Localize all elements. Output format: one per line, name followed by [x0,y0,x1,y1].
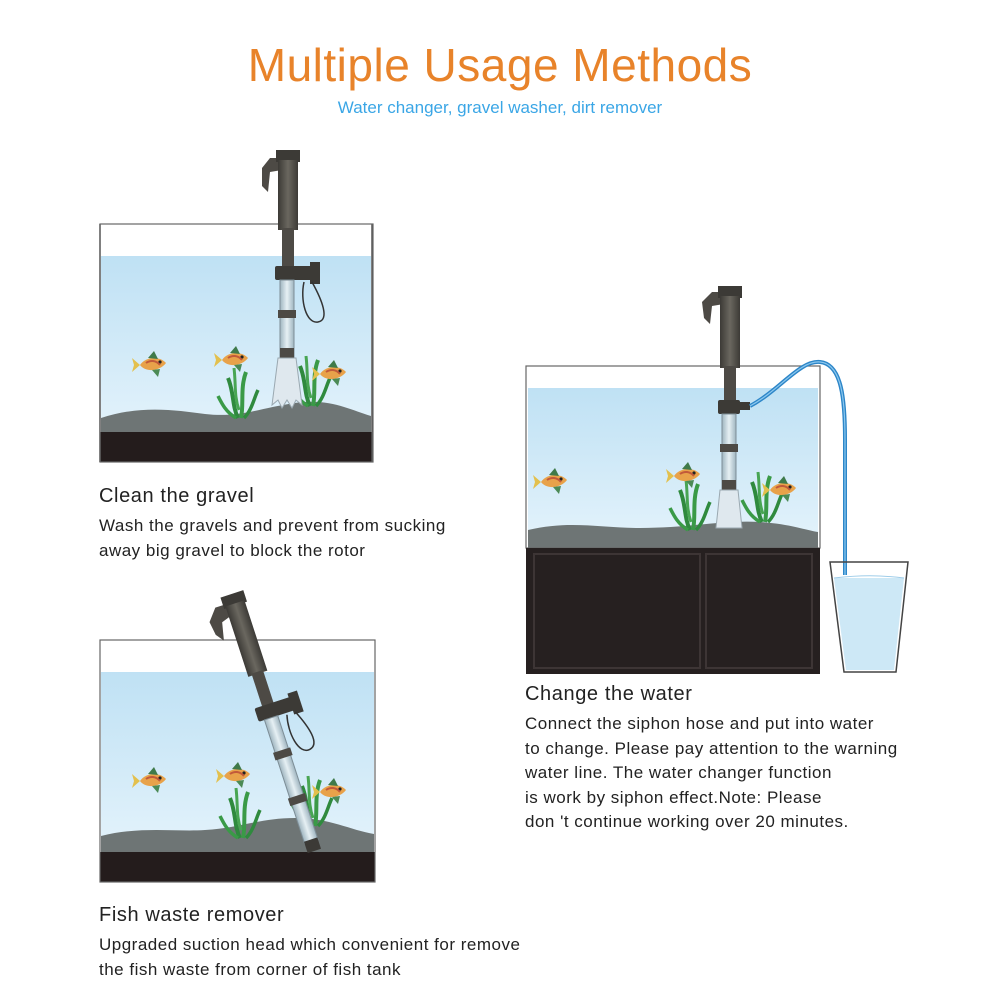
section-clean-gravel [99,485,519,563]
section-change-water [525,683,985,835]
page-subtitle: Water changer, gravel washer, dirt remover [337,98,663,117]
section-heading: Change the water [525,683,693,705]
section-description: Upgraded suction head which convenient for remove the fish waste from corner of fish tank [99,935,521,979]
tank-clean-gravel [100,150,373,462]
section-heading: Fish waste remover [99,904,285,926]
section-fish-waste [99,904,619,982]
section-description: Wash the gravels and prevent from sucking away big gravel to block the rotor [99,516,446,560]
tank-change-water [526,286,908,674]
tank-fish-waste [100,584,375,882]
section-description: Connect the siphon hose and put into water to change. Please pay attention to the warning water line. The water changer function is work by siphon effect.Note: Please don 't continue working over 20 minutes. [525,714,898,831]
section-heading: Clean the gravel [99,485,255,507]
page-title: Multiple Usage Methods [247,39,753,91]
